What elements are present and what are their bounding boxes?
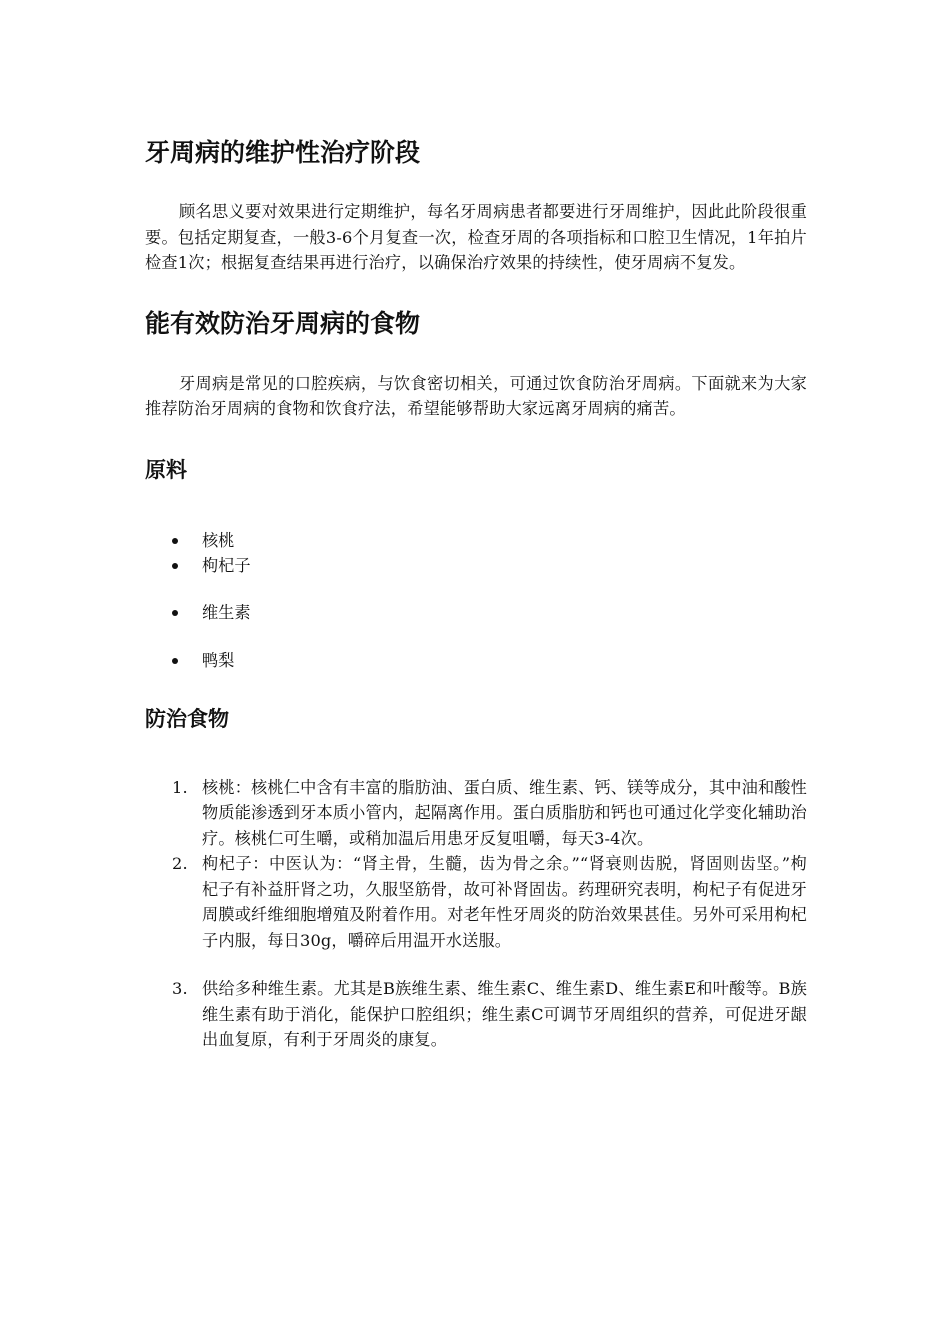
section-paragraph-foods-intro: 牙周病是常见的口腔疾病，与饮食密切相关，可通过饮食防治牙周病。下面就来为大家推荐防治牙周病的食物和饮食疗法，希望能够帮助大家远离牙周病的痛苦。 (145, 373, 807, 418)
list-item (145, 851, 807, 953)
list-item (145, 976, 807, 1053)
ingredients-list (145, 528, 807, 673)
list-item (145, 775, 807, 852)
foods-list (145, 775, 807, 1053)
item-text: 核桃：核桃仁中含有丰富的脂肪油、蛋白质、维生素、钙、镁等成分，其中油和酸性物质能渗透到牙本质小管内，起隔离作用。蛋白质脂肪和钙也可通过化学变化辅助治疗。核桃仁可生嚼，或稍加温后用患牙反复咀嚼，每天3-4次。 (202, 777, 807, 848)
section-paragraph-maintenance: 顾名思义要对效果进行定期维护，每名牙周病患者都要进行牙周维护，因此此阶段很重要。包括定期复查，一般3-6个月复查一次，检查牙周的各项指标和口腔卫生情况，1年拍片检查1次；根据复查结果再进行治疗，以确保治疗效果的持续性，使牙周病不复发。 (145, 202, 807, 272)
ingredient-label: 核桃 (202, 530, 235, 550)
ingredient-label: 枸杞子 (202, 555, 251, 575)
bullet-icon (172, 563, 178, 569)
bullet-icon (172, 610, 178, 616)
section-heading-foods-intro: 能有效防治牙周病的食物 (145, 308, 421, 338)
list-item (145, 528, 807, 553)
item-text: 枸杞子：中医认为：“肾主骨，生髓，齿为骨之余。”“肾衰则齿脱，肾固则齿坚。”枸杞子有补益肝肾之功，久服坚筋骨，故可补肾固齿。药理研究表明，枸杞子有促进牙周膜或纤维细胞增殖及附着作用。对老年性牙周炎的防治效果甚佳。另外可采用枸杞子内服，每日30g，嚼碎后用温开水送服。 (202, 854, 807, 950)
ingredient-label: 维生素 (202, 602, 251, 622)
bullet-icon (172, 658, 178, 664)
list-item (145, 600, 807, 625)
bullet-icon (172, 538, 178, 544)
item-text: 供给多种维生素。尤其是B族维生素、维生素C、维生素D、维生素E和叶酸等。B族维生素有助于消化，能保护口腔组织；维生素C可调节牙周组织的营养，可促进牙龈出血复原，有利于牙周炎的康复。 (202, 979, 807, 1049)
ingredients-heading: 原料 (145, 457, 187, 482)
section-heading-maintenance: 牙周病的维护性治疗阶段 (145, 138, 421, 167)
ingredient-label: 鸭梨 (202, 650, 235, 670)
foods-heading: 防治食物 (145, 706, 229, 731)
item-number: 2. (172, 854, 188, 873)
list-item (145, 648, 807, 673)
item-number: 1. (172, 777, 188, 797)
document-page (145, 128, 807, 1053)
list-item (145, 553, 807, 578)
item-number: 3. (172, 979, 188, 998)
